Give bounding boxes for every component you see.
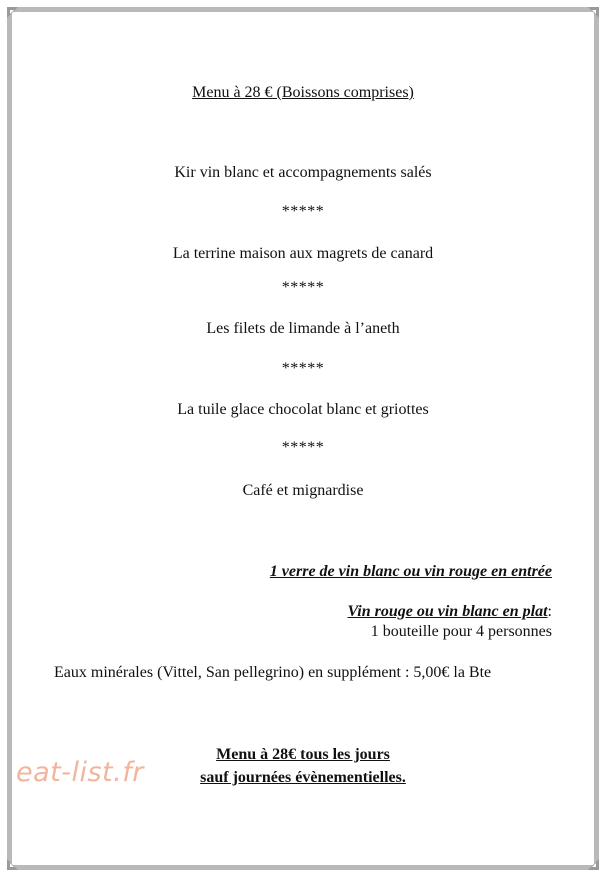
border-bottom (18, 865, 588, 870)
corner-ornament-icon (4, 4, 22, 22)
course-dessert: La tuile glace chocolat blanc et griottes (177, 401, 429, 418)
course-aperitif: Kir vin blanc et accompagnements salés (174, 164, 432, 181)
corner-ornament-icon (584, 4, 602, 22)
course-separator: ***** (281, 203, 325, 220)
entree-wine-note: 1 verre de vin blanc ou vin rouge en entrée (269, 563, 552, 580)
plat-wine-note (348, 602, 553, 622)
course-main: Les filets de limande à l’aneth (206, 320, 400, 337)
footer-line-2: sauf journées évènementielles. (200, 769, 406, 786)
eat-list-watermark: eat-list.fr (16, 757, 144, 788)
corner-ornament-icon (584, 855, 602, 873)
bottle-note: 1 bouteille pour 4 personnes (370, 623, 552, 640)
plat-wine-colon: : (547, 603, 552, 620)
course-coffee: Café et mignardise (242, 482, 364, 499)
footer-line-1: Menu à 28€ tous les jours (216, 746, 390, 763)
plat-wine-label: Vin rouge ou vin blanc en plat (347, 603, 548, 620)
menu-title: Menu à 28 € (Boissons comprises) (192, 84, 414, 101)
course-separator: ***** (281, 279, 325, 296)
border-top (18, 7, 588, 12)
mineral-water-note: Eaux minérales (Vittel, San pellegrino) en supplément : 5,00€ la Bte (54, 664, 492, 681)
course-separator: ***** (281, 360, 325, 377)
course-separator: ***** (281, 439, 325, 456)
course-starter: La terrine maison aux magrets de canard (172, 245, 434, 262)
corner-ornament-icon (4, 855, 22, 873)
